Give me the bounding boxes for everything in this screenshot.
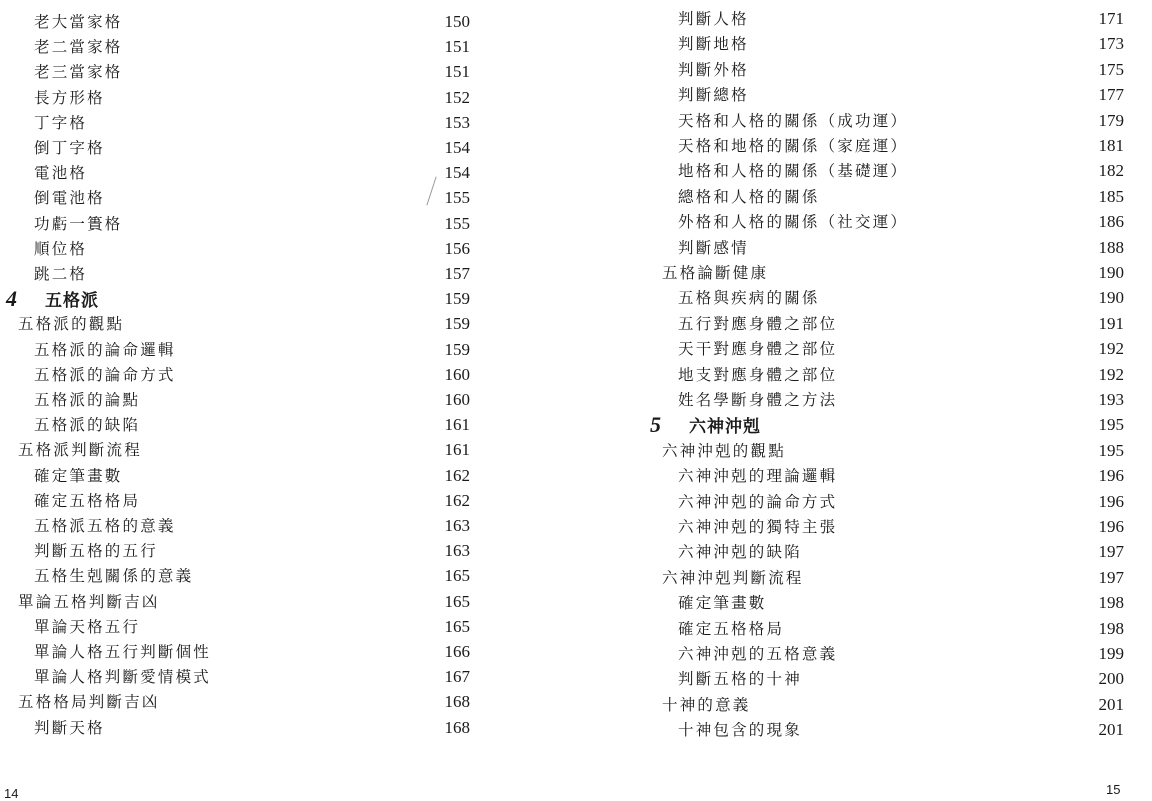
entry-page-number: 175 bbox=[1098, 59, 1124, 79]
entry-title: 丁字格 bbox=[34, 113, 88, 132]
entry-title: 判斷地格 bbox=[678, 35, 749, 54]
toc-entry bbox=[0, 10, 576, 34]
entry-title: 電池格 bbox=[34, 164, 88, 183]
entry-title: 判斷五格的十神 bbox=[678, 670, 802, 689]
entry-title: 判斷人格 bbox=[678, 10, 749, 28]
entry-page-number: 165 bbox=[444, 566, 470, 586]
entry-page-number: 156 bbox=[444, 238, 470, 258]
entry-title: 倒丁字格 bbox=[34, 139, 105, 157]
entry-page-number: 154 bbox=[444, 138, 470, 157]
entry-title: 六神沖剋的缺陷 bbox=[678, 543, 802, 562]
entry-title: 單論天格五行 bbox=[34, 617, 141, 636]
toc-entry bbox=[0, 690, 576, 714]
entry-title: 五格派的論命方式 bbox=[34, 365, 176, 384]
entry-page-number: 152 bbox=[444, 87, 470, 107]
entry-page-number: 173 bbox=[1098, 34, 1124, 54]
entry-title: 十神的意義 bbox=[662, 695, 751, 714]
toc-entry bbox=[576, 363, 1152, 387]
entry-title: 五格論斷健康 bbox=[662, 264, 769, 282]
entry-title: 六神沖剋的論命方式 bbox=[678, 492, 838, 511]
entry-page-number: 155 bbox=[444, 213, 470, 233]
entry-page-number: 161 bbox=[444, 440, 470, 460]
entry-title: 天格和地格的關係（家庭運） bbox=[678, 137, 909, 155]
entry-title: 順位格 bbox=[34, 239, 88, 258]
entry-title: 天格和人格的關係（成功運） bbox=[678, 111, 909, 130]
entry-title: 單論人格判斷愛情模式 bbox=[34, 668, 212, 687]
toc-entry bbox=[0, 464, 576, 488]
entry-page-number: 159 bbox=[444, 314, 470, 334]
entry-page-number: 196 bbox=[1098, 491, 1124, 511]
toc-entry bbox=[576, 617, 1152, 641]
entry-page-number: 159 bbox=[444, 289, 470, 309]
toc-entry bbox=[576, 642, 1152, 666]
entry-page-number: 167 bbox=[444, 667, 470, 687]
toc-entry bbox=[0, 237, 576, 261]
toc-entry bbox=[576, 388, 1152, 412]
entry-title: 判斷感情 bbox=[678, 238, 749, 257]
entry-title: 五格生剋關係的意義 bbox=[34, 567, 194, 586]
chapter-title: 五格派 bbox=[45, 291, 99, 312]
entry-title: 六神沖剋的五格意義 bbox=[678, 645, 838, 663]
toc-entry bbox=[0, 60, 576, 84]
toc-entry bbox=[0, 716, 576, 740]
toc-entry bbox=[576, 540, 1152, 564]
entry-page-number: 198 bbox=[1098, 593, 1124, 613]
entry-page-number: 165 bbox=[444, 591, 470, 611]
toc-entry bbox=[576, 490, 1152, 514]
entry-page-number: 182 bbox=[1098, 161, 1124, 181]
entry-title: 姓名學斷身體之方法 bbox=[678, 391, 838, 409]
toc-entry bbox=[576, 464, 1152, 488]
entry-title: 六神沖剋的理論邏輯 bbox=[678, 467, 838, 486]
toc-entry bbox=[576, 7, 1152, 31]
entry-title: 五格派判斷流程 bbox=[18, 441, 142, 460]
toc-entry bbox=[576, 286, 1152, 310]
entry-title: 確定筆畫數 bbox=[34, 466, 123, 485]
entry-title: 功虧一簣格 bbox=[34, 214, 123, 233]
entry-title: 老二當家格 bbox=[34, 38, 123, 57]
entry-page-number: 162 bbox=[444, 490, 470, 510]
toc-entry bbox=[0, 615, 576, 639]
entry-title: 天干對應身體之部位 bbox=[678, 340, 838, 359]
toc-entry bbox=[0, 564, 576, 588]
toc-entry bbox=[576, 134, 1152, 158]
entry-page-number: 151 bbox=[444, 37, 470, 57]
entry-page-number: 151 bbox=[444, 62, 470, 82]
toc-entry bbox=[576, 58, 1152, 82]
entry-page-number: 190 bbox=[1098, 263, 1124, 282]
entry-page-number: 192 bbox=[1098, 364, 1124, 384]
entry-page-number: 190 bbox=[1098, 288, 1124, 308]
toc-entry bbox=[0, 186, 576, 210]
entry-title: 單論五格判斷吉凶 bbox=[18, 592, 160, 611]
entry-page-number: 155 bbox=[444, 188, 470, 208]
toc-entry bbox=[0, 35, 576, 59]
toc-entry bbox=[0, 665, 576, 689]
toc-entry bbox=[0, 489, 576, 513]
toc-entry bbox=[0, 514, 576, 538]
entry-title: 五格與疾病的關係 bbox=[678, 289, 820, 308]
entry-title: 單論人格五行判斷個性 bbox=[34, 643, 212, 661]
entry-title: 六神沖剋判斷流程 bbox=[662, 568, 804, 587]
entry-page-number: 186 bbox=[1098, 212, 1124, 232]
chapter-title: 六神沖剋 bbox=[689, 417, 761, 438]
right-page bbox=[576, 0, 1152, 800]
entry-page-number: 177 bbox=[1098, 85, 1124, 105]
entry-title: 五格派五格的意義 bbox=[34, 517, 176, 535]
entry-page-number: 197 bbox=[1098, 567, 1124, 587]
entry-title: 十神包含的現象 bbox=[678, 721, 802, 740]
toc-entry bbox=[0, 312, 576, 336]
toc-entry bbox=[576, 185, 1152, 209]
entry-title: 五格派的論點 bbox=[34, 391, 141, 409]
entry-title: 五格派的觀點 bbox=[18, 315, 125, 334]
toc-entry bbox=[0, 539, 576, 563]
entry-page-number: 157 bbox=[444, 264, 470, 283]
toc-entry bbox=[0, 590, 576, 614]
entry-title: 判斷總格 bbox=[678, 86, 749, 105]
toc-entry bbox=[0, 262, 576, 286]
entry-page-number: 201 bbox=[1098, 694, 1124, 714]
toc-entry bbox=[0, 438, 576, 462]
toc-entry bbox=[576, 83, 1152, 107]
toc-entry bbox=[0, 136, 576, 160]
entry-page-number: 160 bbox=[444, 390, 470, 409]
page-number-left: 14 bbox=[4, 786, 19, 801]
entry-title: 確定五格格局 bbox=[678, 619, 785, 638]
entry-title: 長方形格 bbox=[34, 88, 105, 107]
entry-page-number: 154 bbox=[444, 163, 470, 183]
entry-title bbox=[6, 287, 99, 313]
entry-page-number: 201 bbox=[1098, 720, 1124, 740]
entry-title bbox=[650, 413, 761, 439]
entry-title: 判斷五格的五行 bbox=[34, 542, 158, 561]
page-number-right: 15 bbox=[1106, 782, 1121, 797]
entry-title: 跳二格 bbox=[34, 265, 88, 283]
entry-title: 判斷外格 bbox=[678, 60, 749, 79]
entry-page-number: 153 bbox=[444, 112, 470, 132]
toc-entry bbox=[576, 261, 1152, 285]
entry-page-number: 191 bbox=[1098, 313, 1124, 333]
entry-title: 判斷天格 bbox=[34, 718, 105, 737]
toc-entry bbox=[0, 413, 576, 437]
toc-entry bbox=[576, 109, 1152, 133]
toc-entry bbox=[576, 693, 1152, 717]
entry-page-number: 200 bbox=[1098, 669, 1124, 689]
toc-entry bbox=[0, 111, 576, 135]
toc-entry bbox=[0, 388, 576, 412]
entry-page-number: 199 bbox=[1098, 644, 1124, 663]
toc-entry bbox=[0, 338, 576, 362]
entry-page-number: 193 bbox=[1098, 390, 1124, 409]
entry-page-number: 150 bbox=[444, 12, 470, 31]
entry-title: 老三當家格 bbox=[34, 63, 123, 82]
left-page bbox=[0, 0, 576, 800]
entry-page-number: 168 bbox=[444, 717, 470, 737]
toc-entry bbox=[576, 159, 1152, 183]
chapter-heading bbox=[576, 413, 1152, 437]
chapter-heading bbox=[0, 287, 576, 311]
toc-entry bbox=[576, 515, 1152, 539]
entry-title: 確定筆畫數 bbox=[678, 594, 767, 613]
entry-page-number: 196 bbox=[1098, 466, 1124, 486]
entry-page-number: 179 bbox=[1098, 110, 1124, 130]
entry-title: 六神沖剋的觀點 bbox=[662, 441, 786, 460]
entry-page-number: 159 bbox=[444, 339, 470, 359]
entry-title: 地格和人格的關係（基礎運） bbox=[678, 162, 909, 181]
entry-page-number: 168 bbox=[444, 692, 470, 712]
entry-page-number: 161 bbox=[444, 415, 470, 435]
toc-entry bbox=[576, 718, 1152, 742]
entry-title: 五格派的缺陷 bbox=[34, 416, 141, 435]
toc-entry bbox=[576, 312, 1152, 336]
entry-page-number: 195 bbox=[1098, 440, 1124, 460]
toc-entry bbox=[576, 210, 1152, 234]
entry-page-number: 185 bbox=[1098, 186, 1124, 206]
chapter-number: 4 bbox=[6, 286, 17, 312]
entry-page-number: 196 bbox=[1098, 517, 1124, 536]
entry-title: 老大當家格 bbox=[34, 13, 123, 31]
entry-page-number: 195 bbox=[1098, 415, 1124, 435]
toc-entry bbox=[576, 591, 1152, 615]
toc-entry bbox=[576, 337, 1152, 361]
toc-entry bbox=[576, 566, 1152, 590]
toc-entry bbox=[0, 640, 576, 664]
toc-entry bbox=[576, 32, 1152, 56]
toc-entry bbox=[0, 212, 576, 236]
entry-page-number: 163 bbox=[444, 516, 470, 535]
toc-entry bbox=[0, 363, 576, 387]
entry-page-number: 162 bbox=[444, 465, 470, 485]
entry-title: 五行對應身體之部位 bbox=[678, 314, 838, 333]
entry-page-number: 163 bbox=[444, 541, 470, 561]
entry-title: 確定五格格局 bbox=[34, 491, 141, 510]
entry-title: 六神沖剋的獨特主張 bbox=[678, 518, 838, 536]
entry-page-number: 166 bbox=[444, 642, 470, 661]
chapter-number: 5 bbox=[650, 412, 661, 438]
entry-page-number: 188 bbox=[1098, 237, 1124, 257]
entry-title: 總格和人格的關係 bbox=[678, 187, 820, 206]
toc-entry bbox=[0, 161, 576, 185]
entry-title: 外格和人格的關係（社交運） bbox=[678, 213, 909, 232]
entry-page-number: 160 bbox=[444, 364, 470, 384]
entry-page-number: 171 bbox=[1098, 9, 1124, 28]
toc-entry bbox=[0, 86, 576, 110]
entry-page-number: 197 bbox=[1098, 542, 1124, 562]
toc-entry bbox=[576, 236, 1152, 260]
entry-page-number: 165 bbox=[444, 616, 470, 636]
entry-page-number: 181 bbox=[1098, 136, 1124, 155]
entry-title: 地支對應身體之部位 bbox=[678, 365, 838, 384]
entry-title: 五格派的論命邏輯 bbox=[34, 340, 176, 359]
entry-title: 五格格局判斷吉凶 bbox=[18, 693, 160, 712]
entry-title: 倒電池格 bbox=[34, 189, 105, 208]
toc-entry bbox=[576, 439, 1152, 463]
entry-page-number: 198 bbox=[1098, 618, 1124, 638]
toc-entry bbox=[576, 667, 1152, 691]
entry-page-number: 192 bbox=[1098, 339, 1124, 359]
